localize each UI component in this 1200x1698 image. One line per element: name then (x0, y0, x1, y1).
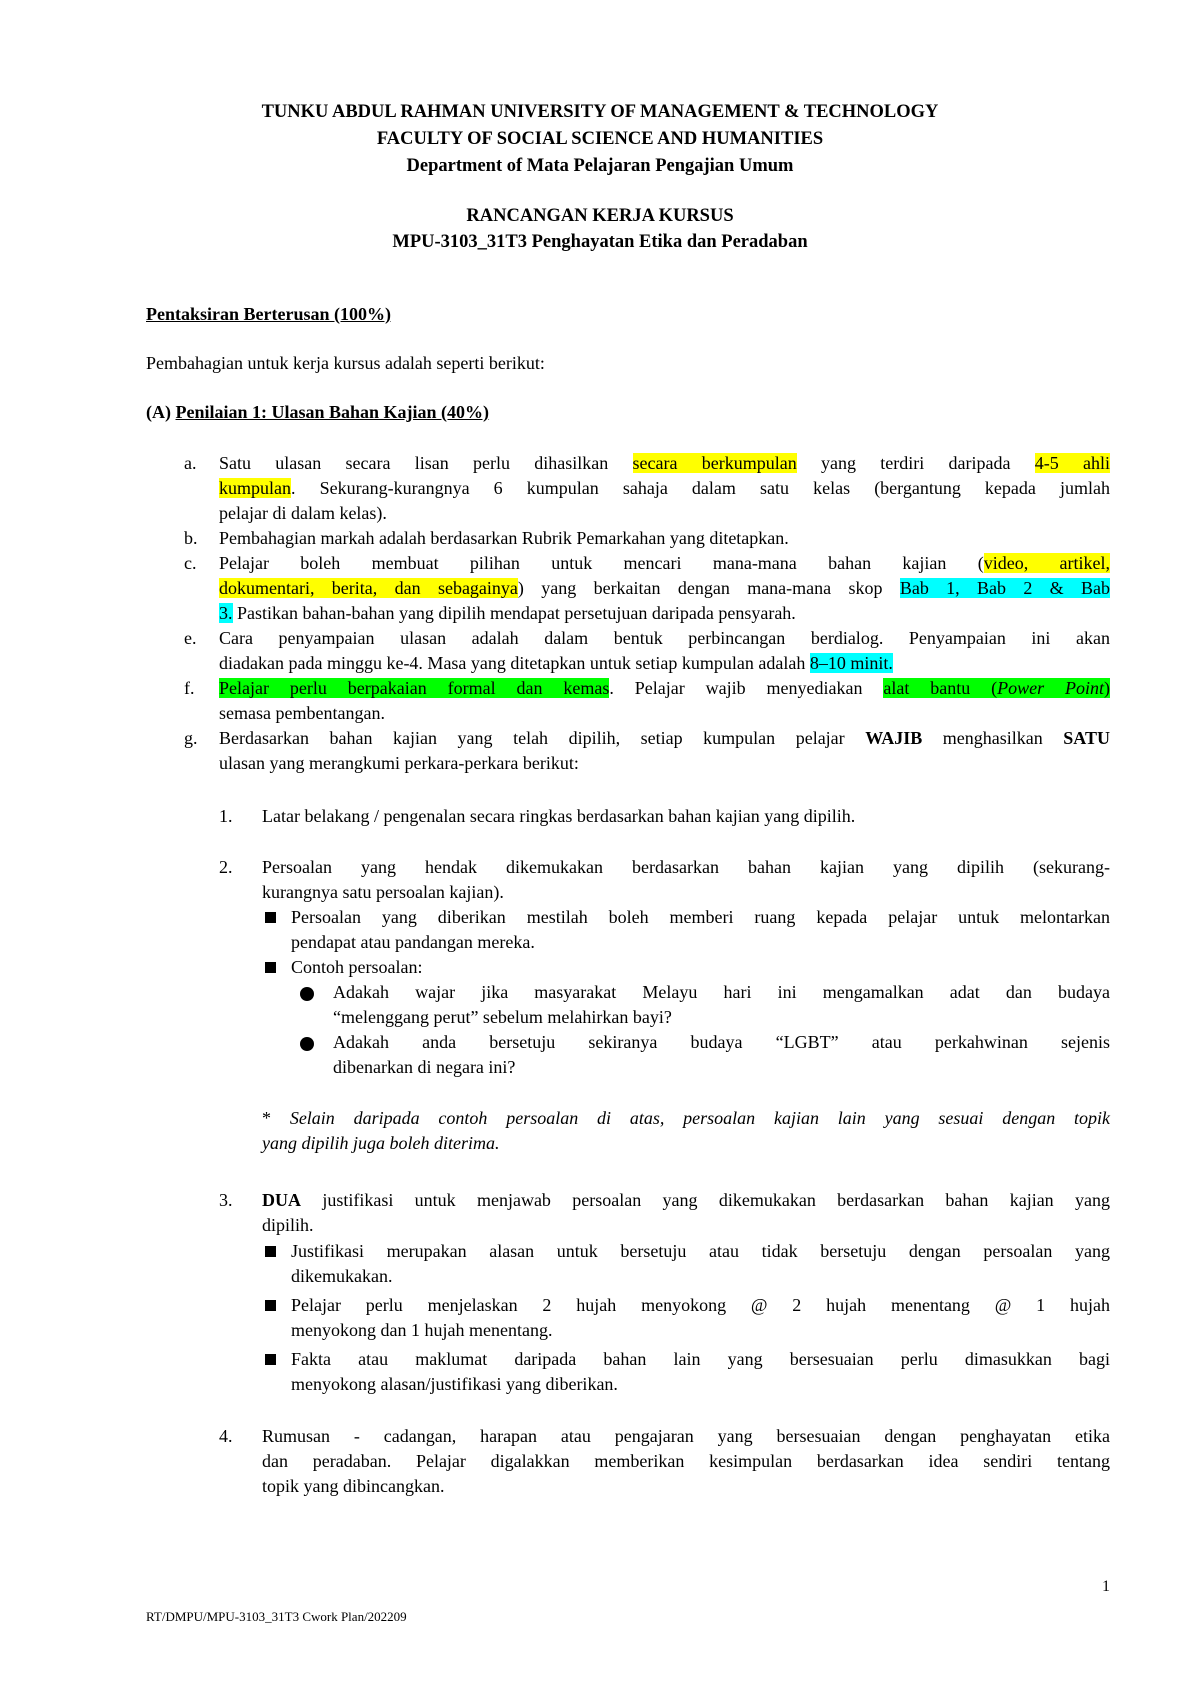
numbered-2-marker: 2. (219, 857, 233, 877)
item-c-marker: c. (184, 553, 197, 573)
highlight-group: kumpulan (219, 478, 291, 498)
item-a-line2 (219, 478, 1110, 499)
note-text: Selain daripada contoh persoalan di atas, persoalan kajian lain yang sesuai dengan topik (289, 1108, 1110, 1128)
item-c-line2 (219, 578, 1110, 599)
numbered-2-bullet1-line2: pendapat atau pandangan mereka. (291, 932, 535, 952)
course-title: MPU-3103_31T3 Penghayatan Etika dan Peradaban (392, 232, 808, 252)
numbered-4-marker: 4. (219, 1426, 233, 1446)
item-g-bold-satu: SATU (1063, 728, 1110, 748)
numbered-3-bullet1-line2: dikemukakan. (291, 1266, 393, 1286)
highlight-material-types: video, artikel, (983, 553, 1111, 573)
numbered-3-bullet2-line1: Pelajar perlu menjelaskan 2 hujah menyokong @ 2 hujah menentang @ 1 hujah (291, 1295, 1110, 1315)
item-g-text: Berdasarkan bahan kajian yang telah dipilih, setiap kumpulan pelajar (219, 728, 866, 748)
numbered-1-marker: 1. (219, 806, 233, 826)
item-g-bold-wajib: WAJIB (865, 728, 923, 748)
visual-aid-close: ) (1104, 678, 1110, 698)
item-g-line1 (219, 728, 1110, 749)
item-c-text-3: Pastikan bahan-bahan yang dipilih mendapat persetujuan daripada pensyarah. (232, 603, 796, 623)
highlight-visual-aid (883, 678, 1110, 698)
assessment-title: Penilaian 1: Ulasan Bahan Kajian (40%) (175, 402, 490, 422)
item-g-line2: ulasan yang merangkumi perkara-perkara berikut: (219, 753, 579, 773)
item-f-text: . Pelajar wajib menyediakan (609, 678, 884, 698)
numbered-4-line3: topik yang dibincangkan. (262, 1476, 445, 1496)
numbered-2-note-line1 (262, 1108, 1110, 1129)
bullet-dot-icon (300, 987, 314, 1001)
item-a-line1 (219, 453, 1110, 474)
numbered-2-sub2-line1: Adakah anda bersetuju sekiranya budaya “LGBT” atau perkahwinan sejenis (333, 1032, 1110, 1052)
visual-aid-powerpoint: Power Point (997, 678, 1104, 698)
numbered-3-bullet3-line1: Fakta atau maklumat daripada bahan lain yang bersesuaian perlu dimasukkan bagi (291, 1349, 1110, 1369)
numbered-1-line1: Latar belakang / pengenalan secara ringkas berdasarkan bahan kajian yang dipilih. (262, 806, 856, 826)
highlight-group-work: secara berkumpulan (632, 453, 797, 473)
department-name: Department of Mata Pelajaran Pengajian Umum (406, 156, 794, 176)
numbered-2-note-line2: yang dipilih juga boleh diterima. (262, 1133, 500, 1153)
assessment-heading (146, 402, 489, 423)
assessment-prefix: (A) (146, 402, 171, 422)
numbered-2-line1: Persoalan yang hendak dikemukakan berdasarkan bahan kajian yang dipilih (sekurang- (262, 857, 1110, 877)
numbered-3-line1 (262, 1190, 1110, 1211)
numbered-3-bullet2-line2: menyokong dan 1 hujah menentang. (291, 1320, 553, 1340)
numbered-2-line2: kurangnya satu persoalan kajian). (262, 882, 504, 902)
numbered-3-bullet1-line1: Justifikasi merupakan alasan untuk bersetuju atau tidak bersetuju dengan persoalan yang (291, 1241, 1110, 1261)
numbered-2-bullet2-line1: Contoh persoalan: (291, 957, 423, 977)
item-a-text: Satu ulasan secara lisan perlu dihasilkan (219, 453, 633, 473)
item-c-text: Pelajar boleh membuat pilihan untuk mencari mana-mana bahan kajian ( (219, 553, 984, 573)
bullet-dot-icon (300, 1037, 314, 1051)
item-b-line1: Pembahagian markah adalah berdasarkan Rubrik Pemarkahan yang ditetapkan. (219, 528, 789, 548)
page-number: 1 (1102, 1578, 1110, 1595)
bullet-square-icon (265, 1246, 276, 1257)
item-c-text-mid: ) yang berkaitan dengan mana-mana skop (517, 578, 900, 598)
plan-title: RANCANGAN KERJA KURSUS (466, 206, 734, 226)
numbered-3-bullet3-line2: menyokong alasan/justifikasi yang diberikan. (291, 1374, 618, 1394)
highlight-dress-code: Pelajar perlu berpakaian formal dan kemas (219, 678, 610, 698)
footer-code: RT/DMPU/MPU-3103_31T3 Cwork Plan/202209 (146, 1609, 407, 1624)
item-f-marker: f. (184, 678, 195, 698)
numbered-4-line1: Rumusan - cadangan, harapan atau pengajaran yang bersesuaian dengan penghayatan etika (262, 1426, 1110, 1446)
item-a-line3: pelajar di dalam kelas). (219, 503, 387, 523)
item-c-line3 (219, 603, 796, 624)
numbered-3-line2: dipilih. (262, 1215, 314, 1235)
intro-text: Pembahagian untuk kerja kursus adalah seperti berikut: (146, 353, 545, 373)
item-f-line1 (219, 678, 1110, 699)
bullet-square-icon (265, 962, 276, 973)
item-e-marker: e. (184, 628, 197, 648)
highlight-chapters: Bab 1, Bab 2 & Bab (899, 578, 1110, 598)
item-g-text-mid: menghasilkan (922, 728, 1064, 748)
university-name: TUNKU ABDUL RAHMAN UNIVERSITY OF MANAGEMENT & TECHNOLOGY (261, 102, 939, 122)
item-a-text-2: . Sekurang-kurangnya 6 kumpulan sahaja dalam satu kelas (bergantung kepada jumlah (291, 478, 1110, 498)
note-asterisk: * (262, 1108, 290, 1128)
numbered-2-bullet1-line1: Persoalan yang diberikan mestilah boleh memberi ruang kepada pelajar untuk melontarkan (291, 907, 1110, 927)
item-e-text: diadakan pada minggu ke-4. Masa yang ditetapkan untuk setiap kumpulan adalah (219, 653, 810, 673)
highlight-duration: 8–10 minit. (809, 653, 893, 673)
section-title: Pentaksiran Berterusan (100%) (146, 304, 391, 324)
highlight-material-types-2: dokumentari, berita, dan sebagainya (219, 578, 518, 598)
faculty-name: FACULTY OF SOCIAL SCIENCE AND HUMANITIES (376, 129, 824, 149)
numbered-3-marker: 3. (219, 1190, 233, 1210)
numbered-3-text: justifikasi untuk menjawab persoalan yang dikemukakan berdasarkan bahan kajian yang (301, 1190, 1110, 1210)
item-g-marker: g. (184, 728, 198, 748)
numbered-2-sub2-line2: dibenarkan di negara ini? (333, 1057, 516, 1077)
item-a-marker: a. (184, 453, 197, 473)
numbered-4-line2: dan peradaban. Pelajar digalakkan memberikan kesimpulan berdasarkan idea sendiri tentang (262, 1451, 1110, 1471)
highlight-chapter-3: 3. (219, 603, 233, 623)
item-e-line2 (219, 653, 893, 674)
numbered-2-sub1-line2: “melenggang perut” sebelum melahirkan bayi? (333, 1007, 672, 1027)
numbered-2-sub1-line1: Adakah wajar jika masyarakat Melayu hari ini mengamalkan adat dan budaya (333, 982, 1110, 1002)
bullet-square-icon (265, 1300, 276, 1311)
bullet-square-icon (265, 1354, 276, 1365)
highlight-member-count: 4-5 ahli (1034, 453, 1110, 473)
item-f-line2: semasa pembentangan. (219, 703, 385, 723)
item-b-marker: b. (184, 528, 198, 548)
bullet-square-icon (265, 912, 276, 923)
item-a-text-mid: yang terdiri daripada (796, 453, 1035, 473)
visual-aid-text: alat bantu ( (883, 678, 998, 698)
numbered-3-bold-dua: DUA (262, 1190, 301, 1210)
item-e-line1: Cara penyampaian ulasan adalah dalam bentuk perbincangan berdialog. Penyampaian ini akan (219, 628, 1110, 648)
item-c-line1 (219, 553, 1110, 574)
